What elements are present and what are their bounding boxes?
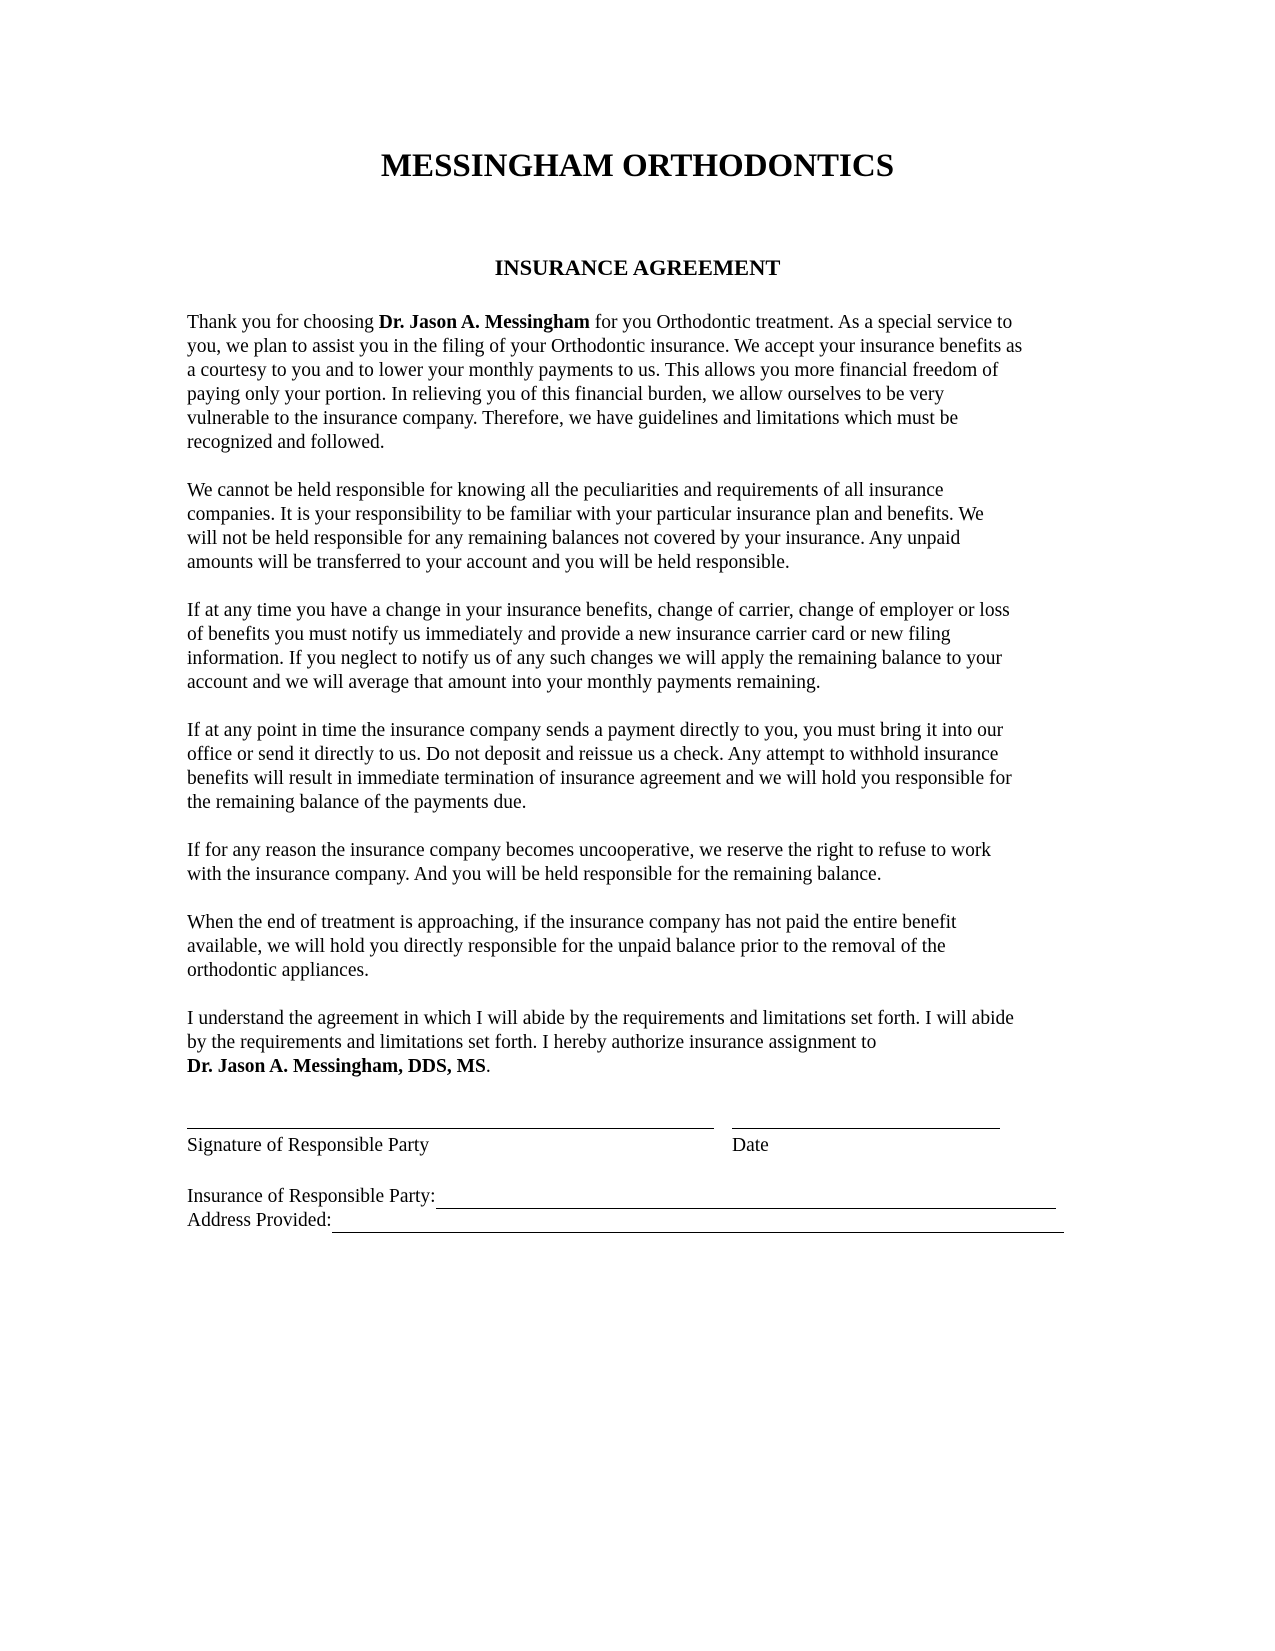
text-line: information. If you neglect to notify us of any such changes we will apply the remaining balance to your: [187, 648, 1002, 669]
doctor-credentials: Dr. Jason A. Messingham, DDS, MS: [187, 1056, 486, 1077]
text-line: a courtesy to you and to lower your monthly payments to us. This allows you more financial freedom of: [187, 360, 999, 381]
text-line: I understand the agreement in which I will abide by the requirements and limitations set forth. I will abide: [187, 1008, 1014, 1029]
text-line: [187, 1055, 1107, 1079]
text-line: If at any time you have a change in your insurance benefits, change of carrier, change of employer or loss: [187, 600, 1010, 621]
text-line: paying only your portion. In relieving you of this financial burden, we allow ourselves to be very: [187, 384, 945, 405]
text-line: you, we plan to assist you in the filing of your Orthodontic insurance. We accept your insurance benefits as: [187, 336, 1023, 357]
address-row: [187, 1209, 1064, 1233]
text-line: of benefits you must notify us immediately and provide a new insurance carrier card or new filing: [187, 624, 951, 645]
agreement-body: [187, 311, 1107, 1103]
insurance-row: [187, 1185, 1056, 1209]
paragraph-acknowledgement: [187, 1007, 1107, 1079]
text-line: We cannot be held responsible for knowing all the peculiarities and requirements of all insurance: [187, 480, 944, 501]
date-label: Date: [732, 1135, 769, 1156]
signature-field[interactable]: [187, 1128, 714, 1129]
document-title: INSURANCE AGREEMENT: [494, 255, 781, 280]
text-line: available, we will hold you directly responsible for the unpaid balance prior to the removal of the: [187, 936, 946, 957]
text-line: by the requirements and limitations set forth. I hereby authorize insurance assignment to: [187, 1032, 877, 1053]
text-segment: .: [485, 1056, 491, 1077]
text-line: If for any reason the insurance company becomes uncooperative, we reserve the right to refuse to work: [187, 840, 992, 861]
text-line: with the insurance company. And you will be held responsible for the remaining balance.: [187, 864, 882, 885]
text-line: office or send it directly to us. Do not deposit and reissue us a check. Any attempt to withhold insurance: [187, 744, 999, 765]
paragraph-changes: [187, 599, 1107, 695]
text-line: If at any point in time the insurance company sends a payment directly to you, you must bring it into our: [187, 720, 1004, 741]
text-segment: Thank you for choosing: [187, 312, 379, 333]
insurance-label: Insurance of Responsible Party:: [187, 1186, 436, 1207]
text-line: companies. It is your responsibility to be familiar with your particular insurance plan and benefits. We: [187, 504, 984, 525]
text-line: When the end of treatment is approaching, if the insurance company has not paid the entire benefit: [187, 912, 957, 933]
text-line: vulnerable to the insurance company. Therefore, we have guidelines and limitations which must be: [187, 408, 959, 429]
paragraph-responsibility: [187, 479, 1107, 575]
text-line: will not be held responsible for any remaining balances not covered by your insurance. Any unpaid: [187, 528, 961, 549]
text-line: orthodontic appliances.: [187, 960, 369, 981]
signature-label: Signature of Responsible Party: [187, 1135, 430, 1156]
address-field[interactable]: [332, 1213, 1064, 1233]
text-line: [187, 311, 1107, 335]
paragraph-uncooperative: [187, 839, 1107, 887]
date-field[interactable]: [732, 1128, 1000, 1129]
text-line: account and we will average that amount into your monthly payments remaining.: [187, 672, 821, 693]
paragraph-payments: [187, 719, 1107, 815]
text-line: benefits will result in immediate termination of insurance agreement and we will hold you responsible for: [187, 768, 1012, 789]
address-label: Address Provided:: [187, 1210, 332, 1231]
paragraph-intro: [187, 311, 1107, 455]
organization-name: MESSINGHAM ORTHODONTICS: [380, 148, 895, 184]
doctor-name: Dr. Jason A. Messingham: [378, 312, 590, 333]
paragraph-end-of-treatment: [187, 911, 1107, 983]
text-line: amounts will be transferred to your account and you will be held responsible.: [187, 552, 790, 573]
text-segment: for you Orthodontic treatment. As a special service to: [589, 312, 1013, 333]
insurance-field[interactable]: [436, 1189, 1056, 1209]
text-line: the remaining balance of the payments due.: [187, 792, 527, 813]
text-line: recognized and followed.: [187, 432, 385, 453]
